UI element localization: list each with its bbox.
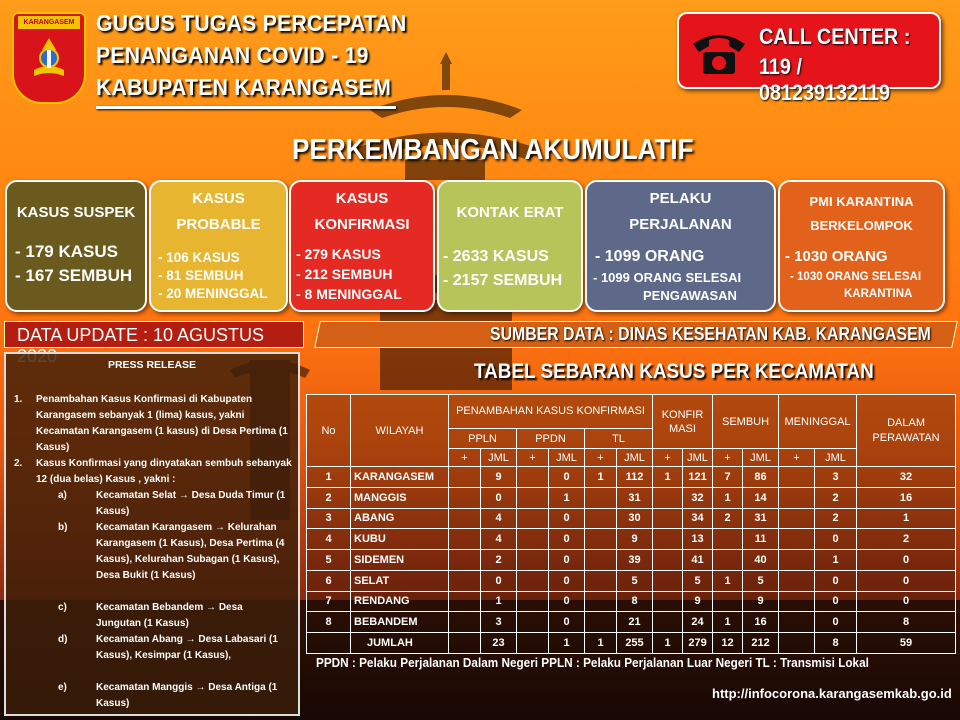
wilayah-cell: MANGGIS bbox=[351, 487, 449, 508]
card-line: - 106 KASUS bbox=[158, 250, 240, 265]
table-cell: 0 bbox=[815, 529, 857, 550]
call-center-numbers[interactable]: 119 / 081239132119 bbox=[759, 54, 891, 105]
table-cell: 9 bbox=[683, 591, 713, 612]
table-cell: 3 bbox=[307, 508, 351, 529]
table-cell bbox=[449, 529, 481, 550]
card-line: - 2633 KASUS bbox=[443, 248, 549, 265]
header-title-line-3: KABUPATEN KARANGASEM bbox=[96, 74, 392, 100]
table-cell: 32 bbox=[683, 487, 713, 508]
item-number: 2. bbox=[14, 458, 23, 469]
card-line: - 279 KASUS bbox=[296, 246, 381, 262]
table-cell bbox=[449, 550, 481, 571]
subitem-key: c) bbox=[58, 602, 67, 613]
subitem-text: Kecamatan Selat → Desa Duda Timur (1 Kasus) bbox=[96, 490, 286, 517]
table-cell: 8 bbox=[815, 633, 857, 654]
table-cell: 0 bbox=[549, 508, 585, 529]
distribution-table bbox=[306, 394, 956, 654]
table-cell: 9 bbox=[743, 591, 779, 612]
header-konfirmasi: KONFIR MASI bbox=[653, 395, 713, 449]
emblem-icon bbox=[30, 36, 68, 80]
card-pmi-karantina bbox=[778, 180, 945, 312]
table-cell: 0 bbox=[815, 570, 857, 591]
table-cell: 1 bbox=[481, 591, 517, 612]
press-item-2: Kasus Konfirmasi yang dinyatakan sembuh sebanyak 12 (dua belas) Kasus , yakni : bbox=[36, 458, 292, 485]
card-title: KASUS bbox=[192, 190, 245, 207]
subitem-text: Kecamatan Bebandem → Desa Jungutan (1 Kasus) bbox=[96, 602, 243, 629]
header-no: No bbox=[307, 395, 351, 467]
table-cell: 16 bbox=[857, 487, 956, 508]
header-dalam-perawatan: DALAM PERAWATAN bbox=[857, 395, 956, 467]
table-cell bbox=[713, 529, 743, 550]
table-cell bbox=[585, 591, 617, 612]
table-cell bbox=[517, 612, 549, 633]
card-line: - 1099 ORANG bbox=[595, 248, 705, 265]
call-center-box[interactable] bbox=[677, 12, 941, 105]
table-cell: 2 bbox=[307, 487, 351, 508]
data-update-text: DATA UPDATE : 10 AGUSTUS bbox=[17, 325, 265, 345]
card-pelaku-perjalanan bbox=[585, 180, 776, 312]
table-cell: 212 bbox=[743, 633, 779, 654]
table-cell: 1 bbox=[307, 467, 351, 488]
table-cell: 0 bbox=[549, 467, 585, 488]
table-cell bbox=[779, 612, 815, 633]
table-cell bbox=[517, 550, 549, 571]
table-cell: 8 bbox=[307, 612, 351, 633]
table-cell bbox=[517, 591, 549, 612]
data-update-bar bbox=[4, 321, 304, 348]
table-cell: 0 bbox=[481, 570, 517, 591]
table-row bbox=[307, 612, 956, 633]
logo-text: KARANGASEM bbox=[18, 16, 80, 29]
header-title-line-1: GUGUS TUGAS PERCEPATAN bbox=[96, 10, 407, 36]
table-cell: 9 bbox=[617, 529, 653, 550]
table-row bbox=[307, 550, 956, 571]
table-cell: 112 bbox=[617, 467, 653, 488]
table-cell: 1 bbox=[857, 508, 956, 529]
table-cell: 4 bbox=[481, 529, 517, 550]
table-cell: 40 bbox=[743, 550, 779, 571]
card-title: KONTAK ERAT bbox=[456, 204, 564, 221]
table-cell bbox=[653, 487, 683, 508]
table-cell bbox=[779, 633, 815, 654]
card-line: - 212 SEMBUH bbox=[296, 266, 393, 282]
page-title: PERKEMBANGAN AKUMULATIF bbox=[292, 134, 694, 166]
table-cell: 5 bbox=[743, 570, 779, 591]
table-cell bbox=[653, 591, 683, 612]
table-cell: 31 bbox=[743, 508, 779, 529]
header-plus: + bbox=[449, 449, 481, 467]
table-cell: 24 bbox=[683, 612, 713, 633]
header-jml: JML bbox=[617, 449, 653, 467]
card-title: KONFIRMASI bbox=[314, 216, 410, 233]
table-cell bbox=[585, 550, 617, 571]
subitem-key: b) bbox=[58, 522, 68, 533]
table-cell: 8 bbox=[857, 612, 956, 633]
header-meninggal: MENINGGAL bbox=[779, 395, 857, 449]
table-cell bbox=[713, 550, 743, 571]
wilayah-cell: KARANGASEM bbox=[351, 467, 449, 488]
table-cell: 1 bbox=[653, 467, 683, 488]
table-cell bbox=[449, 633, 481, 654]
phone-icon bbox=[689, 26, 749, 78]
table-cell: 3 bbox=[815, 467, 857, 488]
header-plus: + bbox=[713, 449, 743, 467]
karangasem-logo bbox=[12, 12, 86, 104]
table-cell: 121 bbox=[683, 467, 713, 488]
card-title: PMI KARANTINA bbox=[809, 194, 914, 209]
wilayah-cell: SIDEMEN bbox=[351, 550, 449, 571]
table-cell bbox=[779, 591, 815, 612]
card-line: KARANTINA bbox=[844, 288, 913, 300]
table-cell: 0 bbox=[857, 570, 956, 591]
table-cell: 5 bbox=[617, 570, 653, 591]
header-jml: JML bbox=[815, 449, 857, 467]
wilayah-cell: KUBU bbox=[351, 529, 449, 550]
table-cell: 0 bbox=[549, 570, 585, 591]
table-cell bbox=[449, 591, 481, 612]
wilayah-cell: RENDANG bbox=[351, 591, 449, 612]
card-line: - 1030 ORANG bbox=[785, 248, 888, 265]
table-cell: 2 bbox=[857, 529, 956, 550]
header-plus: + bbox=[779, 449, 815, 467]
table-cell: 16 bbox=[743, 612, 779, 633]
card-title: KASUS bbox=[335, 190, 389, 207]
table-cell bbox=[517, 633, 549, 654]
subitem-key: d) bbox=[58, 634, 68, 645]
card-line: - 167 SEMBUH bbox=[15, 266, 133, 285]
table-cell bbox=[449, 508, 481, 529]
table-cell bbox=[449, 612, 481, 633]
subitem-key: e) bbox=[58, 682, 67, 693]
table-cell: 0 bbox=[815, 591, 857, 612]
table-cell bbox=[517, 529, 549, 550]
card-kontak-erat bbox=[437, 180, 583, 312]
table-cell bbox=[713, 591, 743, 612]
table-cell bbox=[779, 487, 815, 508]
table-cell: 7 bbox=[307, 591, 351, 612]
website-link[interactable]: http://infocorona.karangasemkab.go.id bbox=[712, 686, 952, 701]
table-row bbox=[307, 467, 956, 488]
table-row bbox=[307, 487, 956, 508]
table-cell: 1 bbox=[653, 633, 683, 654]
table-cell: 21 bbox=[617, 612, 653, 633]
header-plus: + bbox=[653, 449, 683, 467]
table-cell: 2 bbox=[815, 508, 857, 529]
table-cell bbox=[585, 612, 617, 633]
header-penambahan: PENAMBAHAN KASUS KONFIRMASI bbox=[449, 395, 653, 429]
subitem-text: Kecamatan Manggis → Desa Antiga (1 Kasus) bbox=[96, 682, 278, 709]
table-cell: 1 bbox=[713, 487, 743, 508]
table-cell bbox=[653, 529, 683, 550]
table-row bbox=[307, 529, 956, 550]
table-cell: 1 bbox=[713, 570, 743, 591]
header-jml: JML bbox=[549, 449, 585, 467]
header-plus: + bbox=[585, 449, 617, 467]
table-legend: PPDN : Pelaku Perjalanan Dalam Negeri PPLN : Pelaku Perjalanan Luar Negeri TL : Transmisi Lokal bbox=[316, 656, 869, 670]
table-cell: 255 bbox=[617, 633, 653, 654]
table-cell: 6 bbox=[307, 570, 351, 591]
wilayah-cell: BEBANDEM bbox=[351, 612, 449, 633]
item-number: 1. bbox=[14, 394, 23, 405]
table-cell: 59 bbox=[857, 633, 956, 654]
table-cell bbox=[517, 508, 549, 529]
table-cell: 1 bbox=[585, 633, 617, 654]
subitem-key: a) bbox=[58, 490, 67, 501]
table-row bbox=[307, 570, 956, 591]
table-cell: 30 bbox=[617, 508, 653, 529]
table-cell: 14 bbox=[743, 487, 779, 508]
table-cell bbox=[779, 550, 815, 571]
card-kasus-suspek bbox=[5, 180, 147, 312]
subitem-text: Kecamatan Karangasem → Kelurahan Karangasem (1 Kasus), Desa Pertima (4 Kasus), Kelurahan Subagan (1 Kasus), Desa Bukit (1 Kasus) bbox=[96, 522, 285, 581]
header-wilayah: WILAYAH bbox=[351, 395, 449, 467]
header-jml: JML bbox=[481, 449, 517, 467]
table-cell: 4 bbox=[481, 508, 517, 529]
table-cell: 2 bbox=[815, 487, 857, 508]
card-title: KASUS SUSPEK bbox=[16, 204, 136, 221]
card-line: - 8 MENINGGAL bbox=[296, 286, 402, 302]
table-cell bbox=[779, 529, 815, 550]
table-cell bbox=[449, 487, 481, 508]
card-line: - 179 KASUS bbox=[15, 242, 118, 261]
press-release-title: PRESS RELEASE bbox=[107, 359, 197, 371]
card-title: PROBABLE bbox=[176, 216, 261, 233]
table-cell bbox=[517, 570, 549, 591]
table-cell: 39 bbox=[617, 550, 653, 571]
table-cell bbox=[653, 508, 683, 529]
card-line: - 20 MENINGGAL bbox=[158, 286, 268, 301]
card-line: - 81 SEMBUH bbox=[158, 268, 244, 283]
table-cell: 4 bbox=[307, 529, 351, 550]
table-cell: 12 bbox=[713, 633, 743, 654]
card-line: - 1099 ORANG SELESAI bbox=[593, 270, 742, 285]
header-jml: JML bbox=[743, 449, 779, 467]
table-cell: 0 bbox=[549, 529, 585, 550]
table-cell: 1 bbox=[815, 550, 857, 571]
card-kasus-konfirmasi bbox=[289, 180, 435, 312]
wilayah-cell: ABANG bbox=[351, 508, 449, 529]
table-cell bbox=[449, 467, 481, 488]
call-center-label: CALL CENTER : bbox=[759, 24, 911, 49]
table-cell: 279 bbox=[683, 633, 713, 654]
header-sembuh: SEMBUH bbox=[713, 395, 779, 449]
table-cell: 8 bbox=[617, 591, 653, 612]
press-item-1: Penambahan Kasus Konfirmasi di Kabupaten Karangasem sebanyak 1 (lima) kasus, yakni Kecamatan Karangasem (1 kasus) di Desa Pertima (1 Kasus) bbox=[36, 394, 288, 453]
table-total-row bbox=[307, 633, 956, 654]
table-cell bbox=[779, 467, 815, 488]
table-cell: 0 bbox=[815, 612, 857, 633]
table-cell: 31 bbox=[617, 487, 653, 508]
card-line: PENGAWASAN bbox=[643, 288, 737, 303]
card-kasus-probable bbox=[149, 180, 288, 312]
subitem-text: Kecamatan Abang → Desa Labasari (1 Kasus), Kesimpar (1 Kasus), bbox=[96, 634, 278, 661]
table-cell bbox=[585, 570, 617, 591]
card-title: BERKELOMPOK bbox=[810, 218, 913, 233]
table-cell bbox=[517, 467, 549, 488]
table-cell: 2 bbox=[481, 550, 517, 571]
table-cell: 13 bbox=[683, 529, 713, 550]
card-line: - 2157 SEMBUH bbox=[443, 272, 563, 289]
table-cell: 9 bbox=[481, 467, 517, 488]
header-underline bbox=[96, 106, 396, 109]
header-plus: + bbox=[517, 449, 549, 467]
table-cell bbox=[585, 508, 617, 529]
header-tl: TL bbox=[585, 429, 653, 449]
table-cell: 11 bbox=[743, 529, 779, 550]
table-cell: 86 bbox=[743, 467, 779, 488]
card-title: PERJALANAN bbox=[629, 216, 732, 233]
table-cell: 0 bbox=[857, 591, 956, 612]
table-cell bbox=[653, 570, 683, 591]
table-cell bbox=[653, 550, 683, 571]
header-title-line-2: PENANGANAN COVID - 19 bbox=[96, 42, 369, 68]
card-title: PELAKU bbox=[649, 190, 712, 207]
table-cell bbox=[585, 487, 617, 508]
wilayah-cell: JUMLAH bbox=[351, 633, 449, 654]
table-cell bbox=[779, 508, 815, 529]
header-ppln: PPLN bbox=[449, 429, 517, 449]
table-cell: 0 bbox=[549, 591, 585, 612]
table-cell: 3 bbox=[481, 612, 517, 633]
source-text: SUMBER DATA : DINAS KESEHATAN KAB. KARANGASEM bbox=[490, 324, 931, 344]
table-cell: 0 bbox=[549, 550, 585, 571]
table-cell bbox=[585, 529, 617, 550]
table-cell: 0 bbox=[481, 487, 517, 508]
table-cell: 23 bbox=[481, 633, 517, 654]
table-cell bbox=[517, 487, 549, 508]
table-cell: 5 bbox=[307, 550, 351, 571]
table-cell: 7 bbox=[713, 467, 743, 488]
table-cell: 2 bbox=[713, 508, 743, 529]
card-line: - 1030 ORANG SELESAI bbox=[790, 271, 922, 283]
table-cell: 41 bbox=[683, 550, 713, 571]
header-ppdn: PPDN bbox=[517, 429, 585, 449]
table-row bbox=[307, 591, 956, 612]
table-cell: 34 bbox=[683, 508, 713, 529]
table-cell bbox=[307, 633, 351, 654]
table-cell: 1 bbox=[549, 487, 585, 508]
table-cell: 0 bbox=[549, 612, 585, 633]
table-cell: 32 bbox=[857, 467, 956, 488]
table-row bbox=[307, 508, 956, 529]
table-cell: 1 bbox=[713, 612, 743, 633]
table-cell: 1 bbox=[549, 633, 585, 654]
table-cell: 1 bbox=[585, 467, 617, 488]
table-cell bbox=[653, 612, 683, 633]
table-cell: 0 bbox=[857, 550, 956, 571]
table-cell bbox=[449, 570, 481, 591]
wilayah-cell: SELAT bbox=[351, 570, 449, 591]
header-jml: JML bbox=[683, 449, 713, 467]
table-cell bbox=[779, 570, 815, 591]
press-release-panel bbox=[4, 352, 300, 716]
table-cell: 5 bbox=[683, 570, 713, 591]
table-title: TABEL SEBARAN KASUS PER KECAMATAN bbox=[474, 360, 874, 383]
